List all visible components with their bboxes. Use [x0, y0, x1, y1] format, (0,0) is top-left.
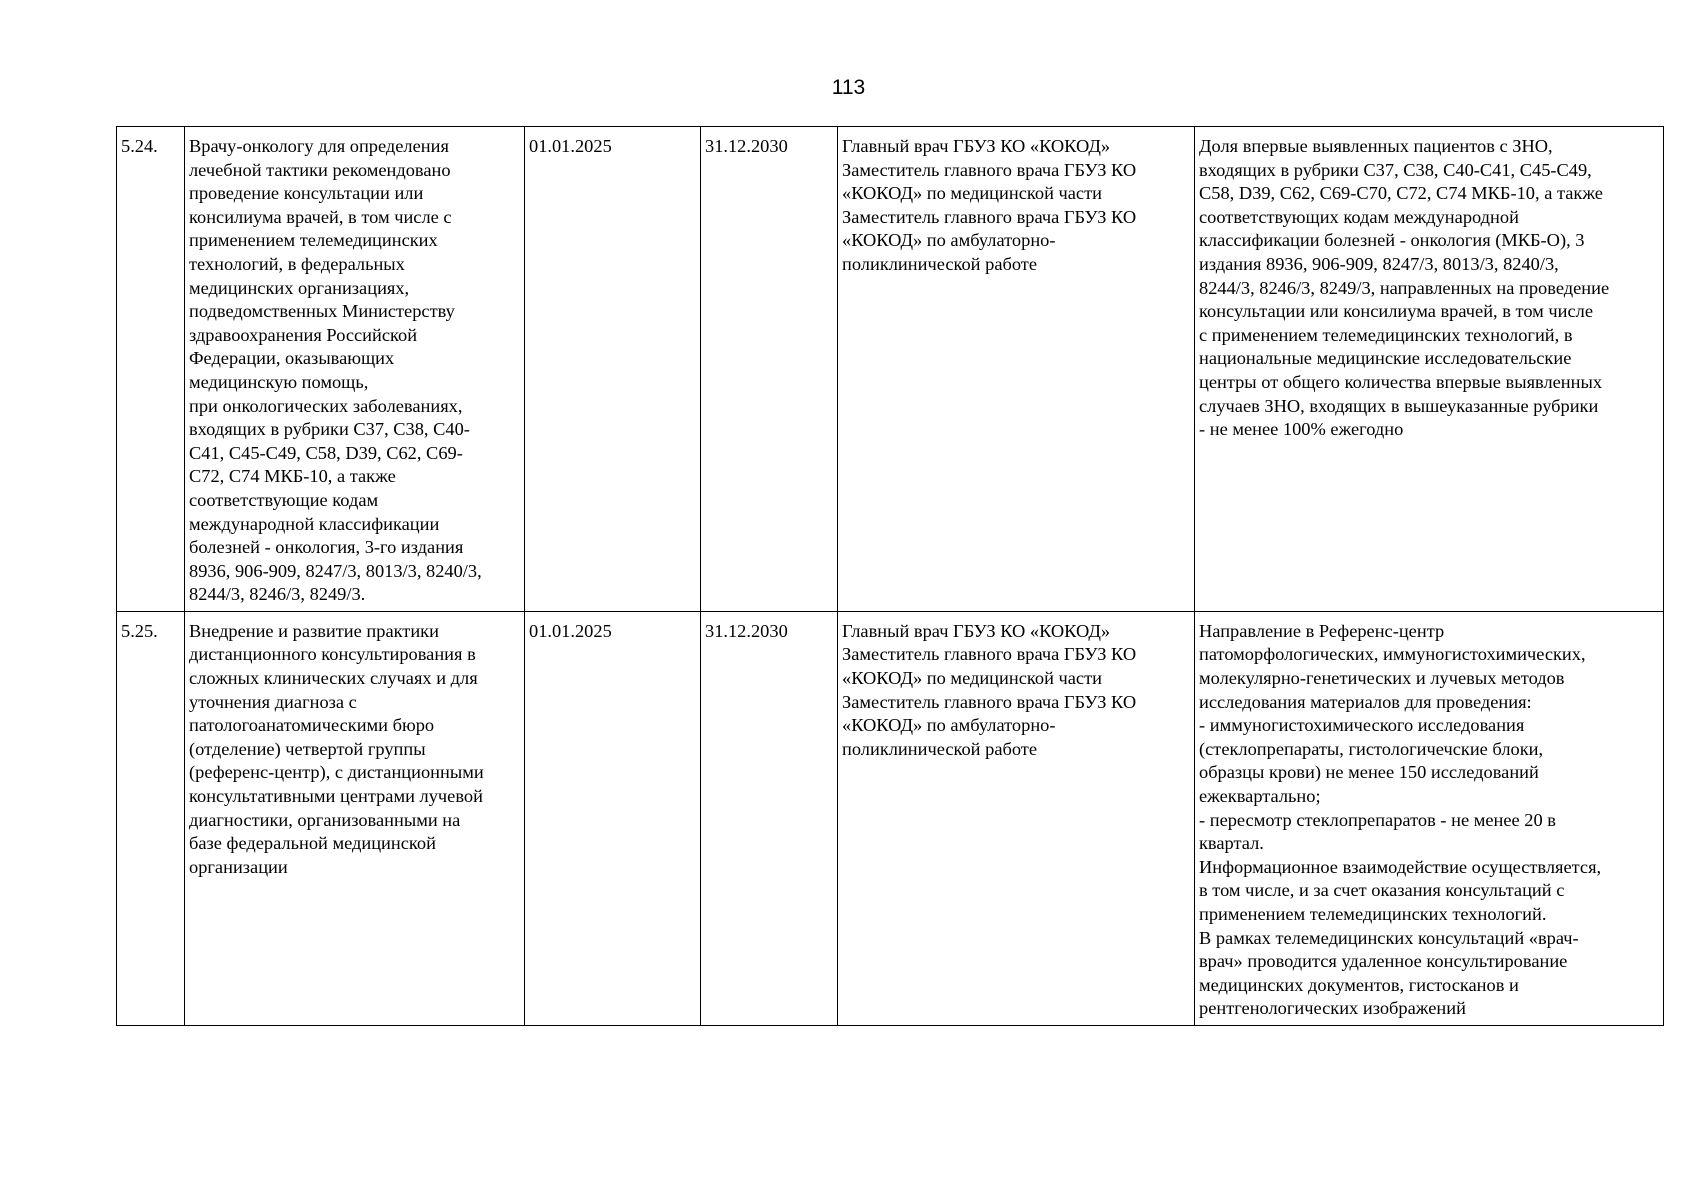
- start-date: 01.01.2025: [529, 620, 612, 641]
- indicator-cell: [1195, 611, 1664, 1025]
- table-row: [117, 611, 1664, 1025]
- description-cell: [185, 127, 525, 612]
- start-date-cell: [525, 611, 701, 1025]
- start-date-cell: [525, 127, 701, 612]
- item-number-cell: [117, 611, 185, 1025]
- item-description: Врачу-онкологу для определения лечебной тактики рекомендовано проведение консультации или консилиума врачей, в том числе с применением телемедицинских технологий, в федеральных медицинских организациях, подведомственных Министерству здравоохранения Российской Федерации, оказывающих медицинскую помощь, при онкологических заболеваниях, входящих в рубрики С37, С38, С40- С41, С45-С49, С58, D39, С62, С69- С72, С74 МКБ-10, а также соответствующие кодам международной классификации болезней - онкология, 3-го издания 8936, 906-909, 8247/3, 8013/3, 8240/3, 8244/3, 8246/3, 8249/3.: [189, 136, 482, 605]
- responsible-cell: [838, 611, 1195, 1025]
- end-date-cell: [701, 127, 838, 612]
- measures-table: [116, 126, 1664, 1026]
- item-number-cell: [117, 127, 185, 612]
- performance-indicator: Доля впервые выявленных пациентов с ЗНО, входящих в рубрики С37, С38, С40-С41, С45-С49, С58, D39, С62, С69-С70, С72, С74 МКБ-10, а также соответствующих кодам международной классификации болезней - онкология (МКБ-О), 3 издания 8936, 906-909, 8247/3, 8013/3, 8240/3, 8244/3, 8246/3, 8249/3, направленных на проведение консультации или консилиума врачей, в том числе с применением телемедицинских технологий, в национальные медицинские исследовательские центры от общего количества впервые выявленных случаев ЗНО, входящих в вышеуказанные рубрики - не менее 100% ежегодно: [1199, 136, 1610, 440]
- end-date: 31.12.2030: [705, 136, 788, 156]
- performance-indicator: Направление в Референс-центр патоморфологических, иммуногистохимических, молекулярно-генетических и лучевых методов исследования материалов для проведения: - иммуногистохимического исследования (стеклопрепараты, гистологичечские блоки, образцы крови) не менее 150 исследований ежеквартально; - пересмотр стеклопрепаратов - не менее 20 в квартал. Информационное взаимодействие осуществляется, в том числе, и за счет оказания консультаций с применением телемедицинских технологий. В рамках телемедицинских консультаций «врач- врач» проводится удаленное консультирование медицинских документов, гистосканов и рентгенологических изображений: [1199, 620, 1602, 1019]
- responsible-persons: Главный врач ГБУЗ КО «КОКОД» Заместитель главного врача ГБУЗ КО «КОКОД» по медицинской части Заместитель главного врача ГБУЗ КО «КОКОД» по амбулаторно- поликлинической работе: [842, 620, 1137, 759]
- indicator-cell: [1195, 127, 1664, 612]
- start-date: 01.01.2025: [529, 136, 612, 156]
- end-date-cell: [701, 611, 838, 1025]
- responsible-persons: Главный врач ГБУЗ КО «КОКОД» Заместитель главного врача ГБУЗ КО «КОКОД» по медицинской части Заместитель главного врача ГБУЗ КО «КОКОД» по амбулаторно- поликлинической работе: [842, 136, 1137, 274]
- table-row: [117, 127, 1664, 612]
- page-number: 113: [831, 76, 866, 99]
- responsible-cell: [838, 127, 1195, 612]
- description-cell: [185, 611, 525, 1025]
- item-number: 5.25.: [121, 620, 158, 641]
- end-date: 31.12.2030: [705, 620, 788, 641]
- item-description: Внедрение и развитие практики дистанционного консультирования в сложных клинических случаях и для уточнения диагноза с патологоанатомическими бюро (отделение) четвертой группы (референс-центр), с дистанционными консультативными центрами лучевой диагностики, организованными на базе федеральной медицинской организации: [189, 620, 484, 877]
- item-number: 5.24.: [121, 136, 158, 156]
